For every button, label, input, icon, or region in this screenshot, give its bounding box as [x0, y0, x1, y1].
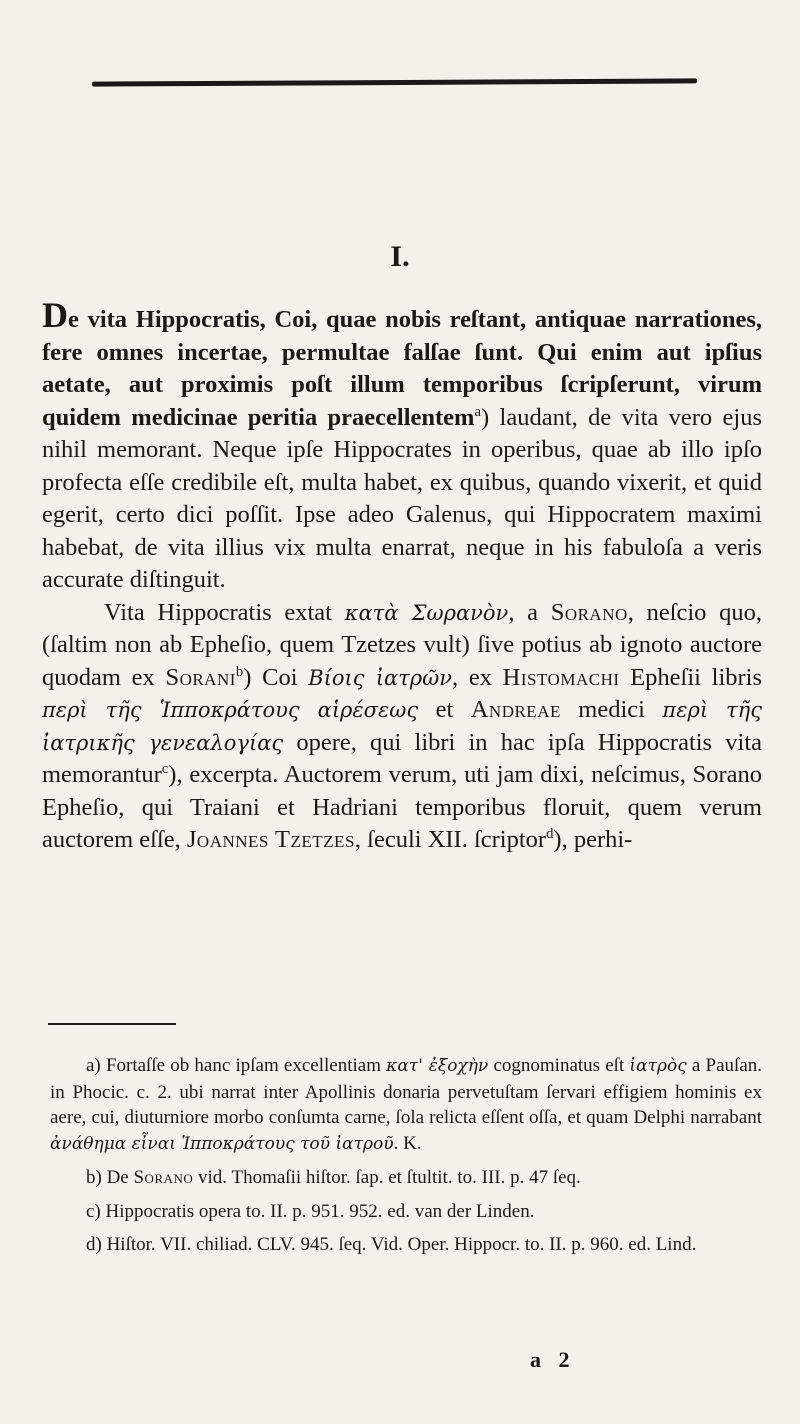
text-segment: ), perhi-: [553, 826, 633, 853]
paragraph-1-text: e vita Hippocratis, Coi, quae nobis reſtant, antiquae narrationes, fere omnes incertae, permultae falſae ſunt. Qui enim aut ipſius aetate, aut proximis poſt illum temporibus ſcripſerunt, virum quidem medicinae peritia praecellentem: [42, 306, 762, 431]
header-rule: [92, 78, 697, 86]
drop-cap: D: [42, 295, 68, 335]
greek-phrase: κατὰ Σωρανὸν: [344, 600, 509, 625]
footnote-ref-c: c: [161, 760, 169, 777]
text-segment: Epheſii libris: [619, 663, 763, 691]
paragraph-1-text-cont: ) laudant, de vita vero ejus nihil memorant. Neque ipſe Hippocrates in operibus, quae ab illo ipſo profecta eſſe credibile eſt, multa habet, ex quibus, quando vixerit, et quid egerit, certo dici poſſit. Ipse adeo Galenus, qui Hippocratem maximi habebat, de vita illius vix multa enarrat, neque in his fabuloſa a veris accurate diſtinguit.: [42, 403, 762, 593]
text-segment: opere, qui libri in hac ipſa Hippocratis vita memorantur: [42, 728, 762, 788]
text-segment: medici: [560, 696, 663, 723]
greek-phrase: ἰατρὸς: [629, 1056, 687, 1076]
greek-phrase: Βίοις ἰατρῶν: [308, 665, 453, 690]
footnote-d: d) Hiſtor. VII. chiliad. CLV. 945. ſeq. Vid. Oper. Hippocr. to. II. p. 960. ed. Lind.: [86, 1234, 697, 1255]
text-segment: , a: [508, 598, 551, 626]
proper-name: Histomachi: [502, 663, 620, 691]
main-text: [42, 297, 762, 857]
greek-phrase: περὶ τῆς Ἱπποκράτους αἱρέσεως: [42, 698, 419, 722]
greek-phrase: περὶ τῆς ἰατρικῆς γενεαλογίας: [42, 698, 762, 755]
footnotes: [50, 1053, 762, 1266]
text-segment: a Pauſan. in Phocic. c. 2. ubi narrat inter Apollinis donaria pervetuſtam ſervari effigiem hominis ex aere, cui, diuturniore morbo conſumta carne, ſola relicta eſſent oſſa, et quam Delphi narrabant: [50, 1055, 762, 1128]
paragraph-1: [42, 297, 762, 597]
chapter-number: I.: [390, 240, 410, 273]
greek-phrase: κατ' ἐξοχὴν: [386, 1056, 489, 1076]
footnote-ref-a: a: [474, 403, 482, 420]
text-segment: . K.: [393, 1132, 422, 1154]
text-segment: et: [418, 696, 471, 723]
text-segment: cognominatus eſt: [488, 1055, 630, 1076]
greek-phrase: ἀνάθημα εἶναι Ἱπποκράτους τοῦ ἰατροῦ: [50, 1133, 394, 1154]
text-segment: a) Fortaſſe ob hanc ipſam excellentiam: [86, 1055, 387, 1076]
text-segment: ), excerpta. Auctorem verum, uti jam dixi, neſcimus, Sorano Epheſio, qui Traiani et Hadriani temporibus floruit, quem verum auctorem eſſe,: [42, 761, 762, 853]
footnote-ref-b: b: [235, 663, 244, 680]
proper-name: Andreae: [470, 696, 561, 723]
proper-name: Sorano: [550, 598, 628, 626]
footnote-rule: [48, 1023, 176, 1025]
text-segment: b) De: [86, 1167, 134, 1188]
text-segment: , ex: [452, 663, 503, 691]
footnote-b: [50, 1165, 762, 1191]
text-segment: vid. Thomaſii hiſtor. ſap. et ſtultit. to. III. p. 47 ſeq.: [193, 1167, 581, 1188]
footnote-a: [50, 1053, 762, 1157]
paragraph-2: [42, 597, 762, 857]
proper-name: Sorano: [133, 1167, 194, 1188]
footnote-c: c) Hippocratis opera to. II. p. 951. 952. ed. van der Linden.: [86, 1200, 535, 1222]
text-segment: , ſeculi XII. ſcriptor: [354, 826, 547, 853]
proper-name: Sorani: [165, 663, 236, 691]
signature-mark: a 2: [530, 1347, 576, 1372]
proper-name: Joannes Tzetzes: [186, 826, 355, 853]
text-segment: , neſcio quo, (ſaltim non ab Epheſio, quem Tzetzes vult) ſive potius ab ignoto auctore quodam ex: [42, 598, 762, 691]
text-segment: Vita Hippocratis extat: [104, 598, 345, 626]
text-segment: ) Coi: [243, 663, 309, 691]
footnote-ref-d: d: [546, 825, 554, 842]
